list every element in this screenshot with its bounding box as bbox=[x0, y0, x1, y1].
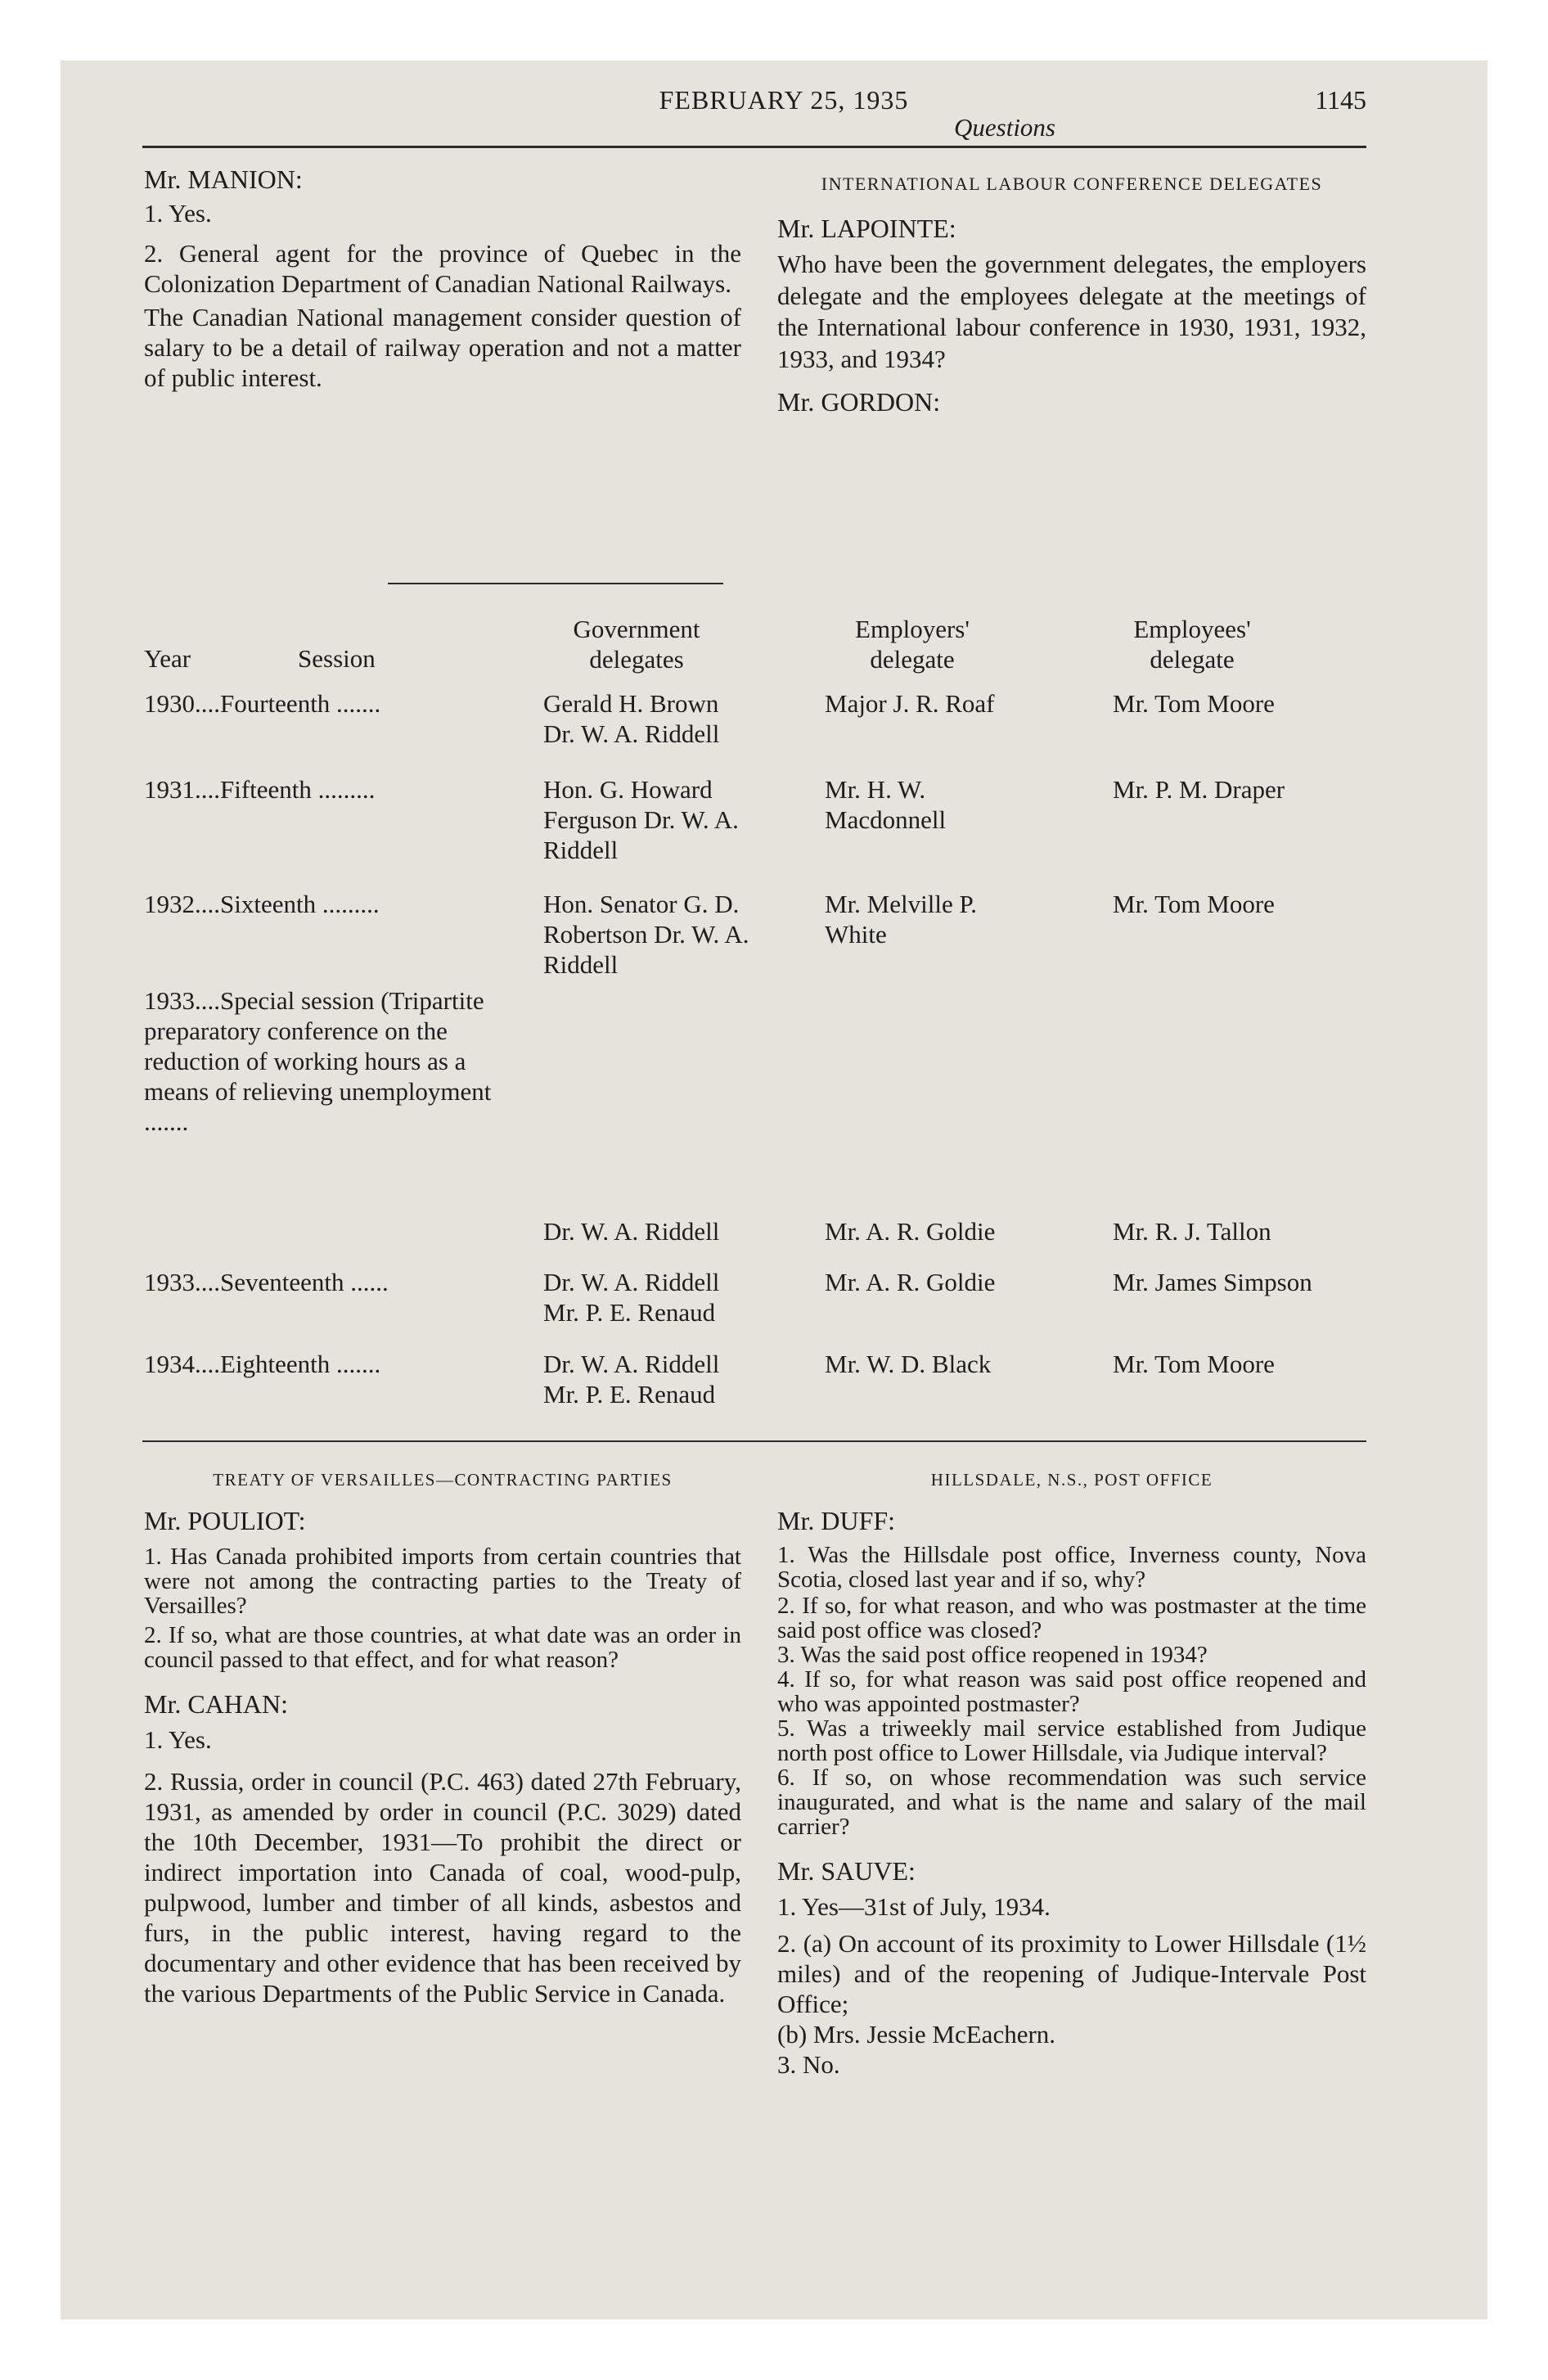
table-row-1930-employees: Mr. Tom Moore bbox=[1113, 689, 1275, 718]
hillsdale-answer-3: (b) Mrs. Jessie McEachern. bbox=[777, 2020, 1056, 2049]
labour-heading: INTERNATIONAL LABOUR CONFERENCE DELEGATES bbox=[821, 174, 1323, 194]
table-row-1931-employers: Mr. H. W. Macdonnell bbox=[825, 775, 947, 834]
speaker-manion: Mr. MANION: bbox=[144, 165, 303, 194]
table-row-1934-employees: Mr. Tom Moore bbox=[1113, 1350, 1275, 1378]
hillsdale-question-3: 3. Was the said post office reopened in 1934? bbox=[777, 1642, 1208, 1668]
table-row-1931-government: Hon. G. Howard Ferguson Dr. W. A. Riddell bbox=[543, 775, 739, 864]
manion-block bbox=[144, 164, 741, 393]
versailles-answer-1: 1. Yes. bbox=[144, 1725, 212, 1754]
table-row-1933-employers: Mr. A. R. Goldie bbox=[825, 1268, 996, 1296]
hillsdale-question-5: 5. Was a triweekly mail service established from Judique north post office to Lower Hillsdale, via Judique interval? bbox=[777, 1715, 1366, 1766]
table-end-rule bbox=[142, 1440, 1366, 1442]
table-row-1931-session: 1931....Fifteenth ......... bbox=[144, 775, 376, 804]
table-row-1934-government: Dr. W. A. Riddell Mr. P. E. Renaud bbox=[543, 1350, 720, 1409]
speaker-sauve: Mr. SAUVE: bbox=[777, 1856, 916, 1886]
hillsdale-question-2: 2. If so, for what reason, and who was postmaster at the time said post office was closed? bbox=[777, 1593, 1366, 1643]
page-number: 1145 bbox=[1315, 85, 1366, 115]
speaker-cahan: Mr. CAHAN: bbox=[144, 1689, 289, 1719]
table-header-employees: Employees' delegate bbox=[1133, 615, 1251, 674]
table-header-year: Year bbox=[144, 644, 191, 673]
document-page bbox=[61, 61, 1487, 2319]
table-row-1933-session: 1933....Seventeenth ...... bbox=[144, 1268, 389, 1296]
table-row-1933-employees: Mr. James Simpson bbox=[1113, 1268, 1312, 1296]
manion-end-rule bbox=[388, 583, 723, 584]
table-row-1933-government: Dr. W. A. Riddell Mr. P. E. Renaud bbox=[543, 1268, 720, 1327]
table-row-1931-employees: Mr. P. M. Draper bbox=[1113, 775, 1285, 804]
table-row-1932-employers: Mr. Melville P. White bbox=[825, 890, 978, 949]
table-header-employers: Employers' delegate bbox=[855, 615, 970, 674]
answer-1: 1. Yes. bbox=[144, 199, 212, 228]
page-date: FEBRUARY 25, 1935 bbox=[659, 85, 909, 115]
table-row-1930-government: Gerald H. Brown Dr. W. A. Riddell bbox=[543, 689, 720, 748]
table-row-1932-employees: Mr. Tom Moore bbox=[1113, 890, 1275, 918]
hillsdale-block bbox=[777, 1470, 1366, 2080]
answer-3: The Canadian National management consider question of salary to be a detail of railway operation and not a matter of public interest. bbox=[144, 303, 741, 392]
versailles-question-1: 1. Has Canada prohibited imports from certain countries that were not among the contracting parties to the Treaty of Versailles? bbox=[144, 1544, 741, 1619]
table-row-1932-session: 1932....Sixteenth ......... bbox=[144, 890, 380, 918]
table-row-1933-special-employers: Mr. A. R. Goldie bbox=[825, 1217, 996, 1246]
hillsdale-answer-1: 1. Yes—31st of July, 1934. bbox=[777, 1892, 1051, 1921]
header-rule bbox=[142, 146, 1366, 148]
table-row-1932-government: Hon. Senator G. D. Robertson Dr. W. A. Riddell bbox=[543, 890, 749, 979]
hillsdale-answer-4: 3. No. bbox=[777, 2050, 840, 2079]
speaker-duff: Mr. DUFF: bbox=[777, 1506, 896, 1535]
answer-2: 2. General agent for the province of Quebec in the Colonization Department of Canadian National Railways. bbox=[144, 239, 741, 298]
table-header-session: Session bbox=[298, 644, 376, 673]
speaker-pouliot: Mr. POULIOT: bbox=[144, 1506, 306, 1535]
labour-block bbox=[777, 174, 1366, 417]
speaker-lapointe: Mr. LAPOINTE: bbox=[777, 214, 956, 243]
hillsdale-question-4: 4. If so, for what reason was said post office reopened and who was appointed postmaster? bbox=[777, 1666, 1366, 1717]
table-row-1933-special-session: 1933....Special session (Tripartite preparatory conference on the reduction of working hours as a means of relieving unemployment ....... bbox=[144, 986, 492, 1136]
versailles-heading: TREATY OF VERSAILLES—CONTRACTING PARTIES bbox=[213, 1470, 673, 1490]
table-row-1934-employers: Mr. W. D. Black bbox=[825, 1350, 992, 1378]
table-row-1930-session: 1930....Fourteenth ....... bbox=[144, 689, 381, 718]
table-row-1934-session: 1934....Eighteenth ....... bbox=[144, 1350, 381, 1378]
versailles-answer-2: 2. Russia, order in council (P.C. 463) dated 27th February, 1931, as amended by order in council (P.C. 3029) dated the 10th December, 1931—To prohibit the direct or indirect importation into Canada of coal, wood-pulp, pulpwood, lumber and timber of all kinds, asbestos and furs, in the public interest, having regard to the documentary and other evidence that has been received by the various Departments of the Public Service in Canada. bbox=[144, 1767, 741, 2008]
table-row-1930-employers: Major J. R. Roaf bbox=[825, 689, 995, 718]
section-title: Questions bbox=[954, 113, 1055, 142]
versailles-block bbox=[144, 1470, 741, 2008]
hillsdale-question-6: 6. If so, on whose recommendation was such service inaugurated, and what is the name and salary of the mail carrier? bbox=[777, 1765, 1366, 1840]
hillsdale-question-1: 1. Was the Hillsdale post office, Inverness county, Nova Scotia, closed last year and if so, why? bbox=[777, 1542, 1366, 1593]
speaker-gordon: Mr. GORDON: bbox=[777, 387, 941, 417]
table-row-1933-special-employees: Mr. R. J. Tallon bbox=[1113, 1217, 1271, 1246]
hillsdale-heading: HILLSDALE, N.S., POST OFFICE bbox=[930, 1470, 1213, 1490]
hillsdale-answer-2: 2. (a) On account of its proximity to Lower Hillsdale (1½ miles) and of the reopening of Judique-Intervale Post Office; bbox=[777, 1929, 1366, 2018]
table-header-government: Government delegates bbox=[573, 615, 700, 674]
table-row-1933-special-government: Dr. W. A. Riddell bbox=[543, 1217, 720, 1246]
labour-question: Who have been the government delegates, the employers delegate and the employees delegate at the meetings of the International labour conference in 1930, 1931, 1932, 1933, and 1934? bbox=[777, 250, 1366, 373]
versailles-question-2: 2. If so, what are those countries, at what date was an order in council passed to that effect, and for what reason? bbox=[144, 1622, 741, 1673]
